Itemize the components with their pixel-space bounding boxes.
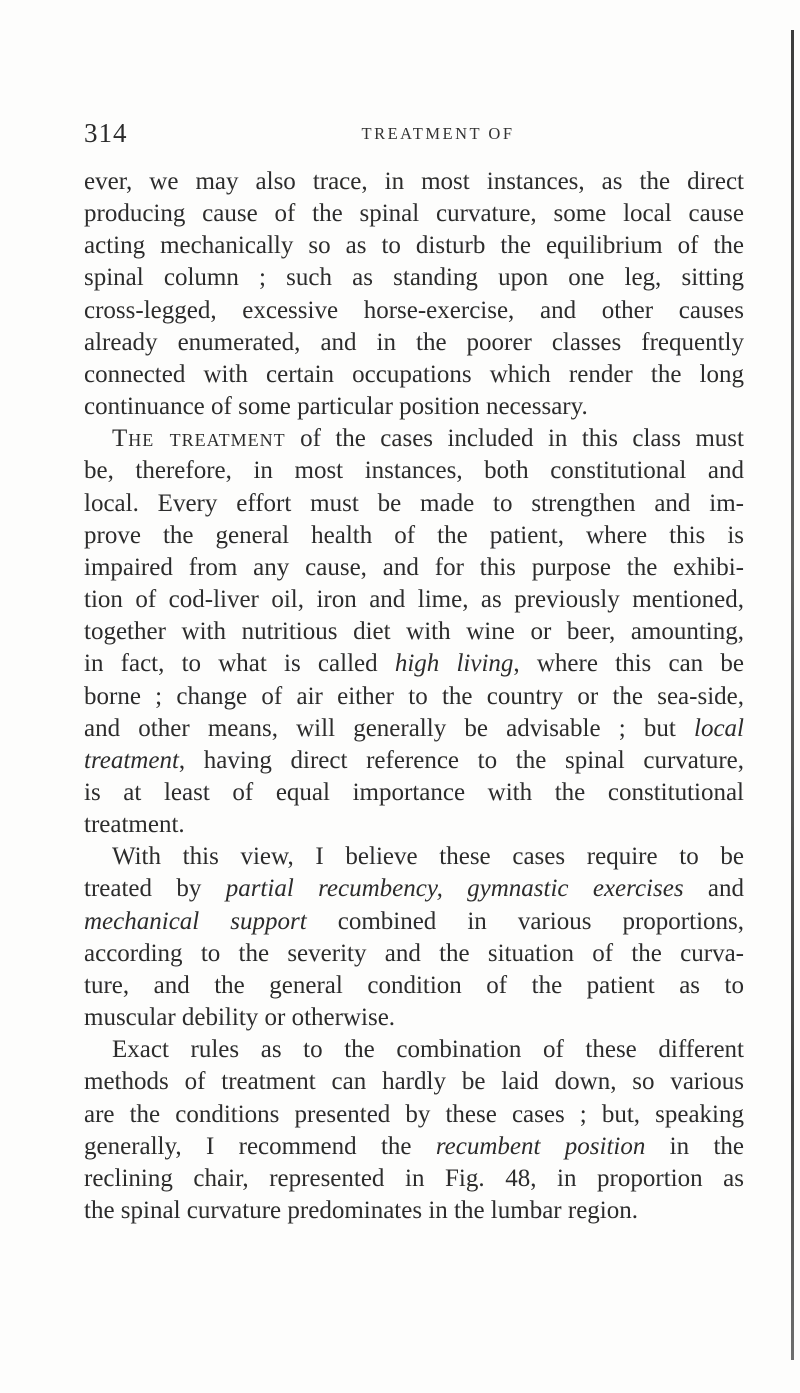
- paragraph-start-line: With this view, I believe these cases require to be: [112, 843, 744, 871]
- italic-phrase: treatment: [84, 746, 179, 774]
- text-line: and other means, will generally be advisable ; but local: [84, 714, 744, 742]
- text-line: cross-legged, excessive horse-exercise, and other causes: [84, 296, 744, 324]
- paragraph-start-line: Exact rules as to the combination of these different: [112, 1036, 744, 1064]
- text-line: treatment, having direct reference to the spinal curvature,: [84, 746, 744, 774]
- italic-phrase: mechanical support: [84, 907, 307, 935]
- text-line: the spinal curvature predominates in the lumbar region.: [84, 1197, 638, 1224]
- text-line: local. Every effort must be made to strengthen and im-: [84, 489, 744, 517]
- italic-phrase: partial recumbency, gymnastic exercises: [225, 875, 684, 903]
- page-edge-shadow: [791, 30, 794, 1360]
- text-line: spinal column ; such as standing upon one leg, sitting: [84, 264, 744, 292]
- text-line: prove the general health of the patient, where this is: [84, 521, 744, 549]
- italic-phrase: local: [694, 714, 744, 742]
- text-line: ever, we may also trace, in most instances, as the direct: [84, 168, 744, 195]
- text-line: continuance of some particular position necessary.: [84, 393, 588, 421]
- text-line: reclining chair, represented in Fig. 48, in proportion as: [84, 1164, 744, 1192]
- text-line: treated by partial recumbency, gymnastic exercises and: [84, 875, 744, 903]
- italic-phrase: high living: [394, 650, 514, 678]
- text-line: according to the severity and the situation of the curva-: [84, 939, 744, 967]
- text-line: ture, and the general condition of the patient as to: [84, 971, 744, 999]
- body-text: [84, 166, 744, 1227]
- text-line: together with nutritious diet with wine or beer, amounting,: [84, 618, 744, 646]
- text-line: muscular debility or otherwise.: [84, 1004, 396, 1032]
- page-header: [84, 118, 744, 152]
- italic-phrase: recumbent position: [435, 1132, 646, 1160]
- text-line: connected with certain occupations which render the long: [84, 360, 744, 388]
- text-line: tion of cod-liver oil, iron and lime, as previously mentioned,: [84, 586, 744, 614]
- text-line: be, therefore, in most instances, both constitutional and: [84, 457, 744, 485]
- page-number: 314: [84, 118, 128, 148]
- paragraph-start-line: The treatment of the cases included in this class must: [112, 425, 744, 453]
- text-line: borne ; change of air either to the country or the sea-side,: [84, 682, 744, 710]
- text-line: impaired from any cause, and for this purpose the exhibi-: [84, 553, 744, 581]
- text-line: generally, I recommend the recumbent position in the: [84, 1132, 744, 1160]
- text-line: acting mechanically so as to disturb the equilibrium of the: [84, 232, 744, 260]
- small-caps-heading: The treatment: [112, 425, 286, 453]
- text-line: producing cause of the spinal curvature, some local cause: [84, 200, 744, 228]
- text-line: is at least of equal importance with the constitutional: [84, 778, 744, 806]
- text-line: treatment.: [84, 811, 185, 839]
- text-line: already enumerated, and in the poorer classes frequently: [84, 328, 744, 356]
- text-line: are the conditions presented by these cases ; but, speaking: [84, 1100, 744, 1128]
- text-line: mechanical support combined in various proportions,: [84, 907, 744, 935]
- text-line: in fact, to what is called high living, where this can be: [84, 650, 744, 678]
- running-head: TREATMENT OF: [361, 124, 515, 143]
- text-line: methods of treatment can hardly be laid down, so various: [84, 1068, 744, 1096]
